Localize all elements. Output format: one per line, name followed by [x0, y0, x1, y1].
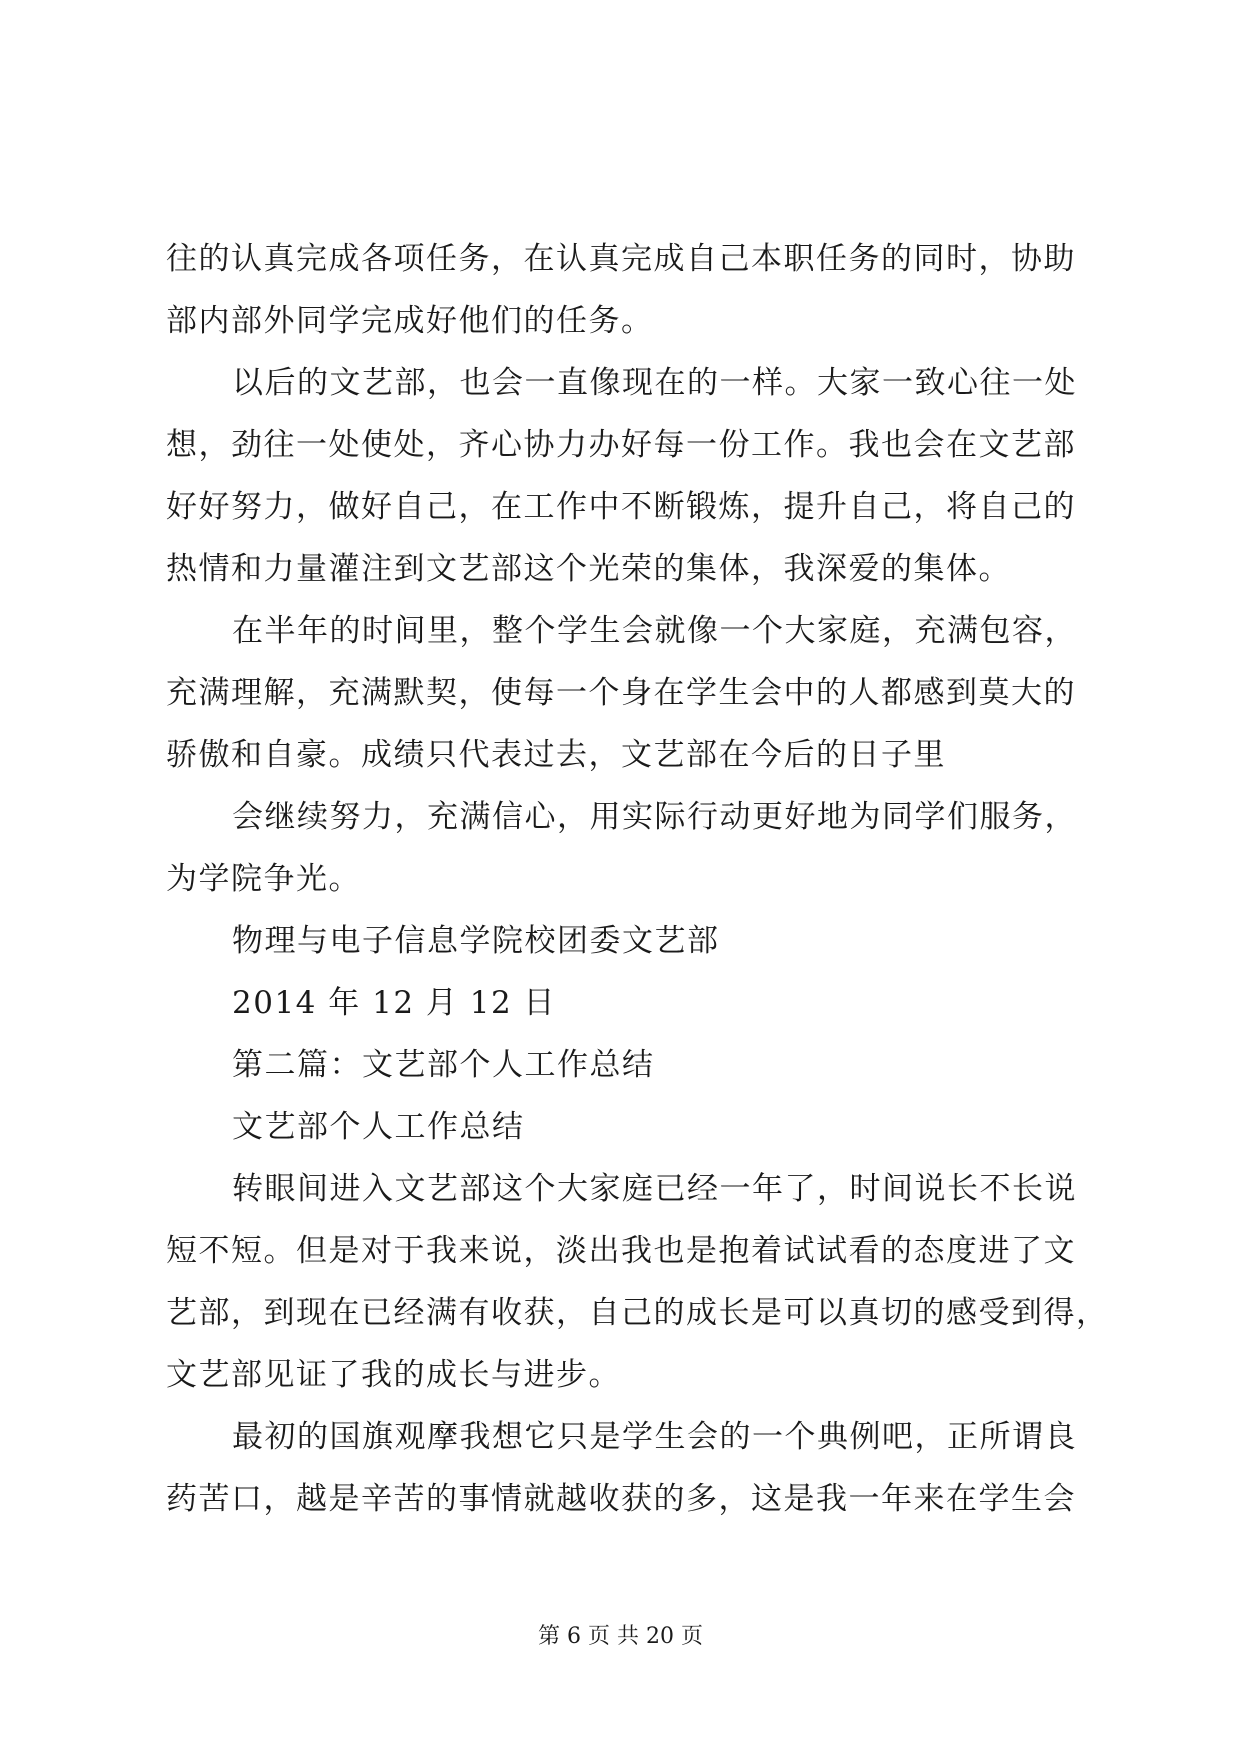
text-line: 短不短。但是对于我来说，淡出我也是抱着试试看的态度进了文	[166, 1233, 1076, 1269]
text-line: 转眼间进入文艺部这个大家庭已经一年了，时间说长不长说	[232, 1171, 1077, 1207]
text-line: 第二篇：文艺部个人工作总结	[232, 1047, 655, 1083]
paragraph	[166, 228, 1082, 352]
paragraph	[166, 600, 1082, 786]
paragraph	[166, 786, 1082, 910]
text-line: 好好努力，做好自己，在工作中不断锻炼，提升自己，将自己的	[166, 489, 1076, 525]
paragraph	[166, 1406, 1082, 1530]
paragraph	[166, 1034, 1082, 1096]
text-line: 药苦口，越是辛苦的事情就越收获的多，这是我一年来在学生会	[166, 1481, 1076, 1517]
text-line: 会继续努力，充满信心，用实际行动更好地为同学们服务，	[232, 799, 1077, 835]
text-line: 热情和力量灌注到文艺部这个光荣的集体，我深爱的集体。	[166, 551, 1011, 587]
text-line: 充满理解，充满默契，使每一个身在学生会中的人都感到莫大的	[166, 675, 1076, 711]
text-line: 艺部，到现在已经满有收获，自己的成长是可以真切的感受到得，	[166, 1295, 1109, 1331]
text-line: 以后的文艺部，也会一直像现在的一样。大家一致心往一处	[232, 365, 1077, 401]
text-line: 部内部外同学完成好他们的任务。	[166, 303, 654, 339]
page-footer: 第 6 页 共 20 页	[538, 1624, 703, 1649]
text-line: 在半年的时间里，整个学生会就像一个大家庭，充满包容，	[232, 613, 1077, 649]
paragraph	[166, 1158, 1109, 1406]
text-line: 往的认真完成各项任务，在认真完成自己本职任务的同时，协助	[166, 241, 1076, 277]
text-line: 骄傲和自豪。成绩只代表过去，文艺部在今后的日子里	[166, 737, 946, 773]
text-line: 想，劲往一处使处，齐心协力办好每一份工作。我也会在文艺部	[166, 427, 1076, 463]
text-line: 为学院争光。	[166, 861, 361, 897]
text-line: 最初的国旗观摩我想它只是学生会的一个典例吧，正所谓良	[232, 1419, 1077, 1455]
paragraph	[166, 910, 1082, 972]
text-line: 文艺部见证了我的成长与进步。	[166, 1357, 621, 1393]
text-line: 文艺部个人工作总结	[232, 1109, 525, 1145]
paragraph	[166, 352, 1082, 600]
document-body	[166, 228, 1109, 1530]
text-line: 物理与电子信息学院校团委文艺部	[232, 923, 720, 959]
paragraph	[166, 1096, 1082, 1158]
text-line: 2014 年 12 月 12 日	[232, 985, 557, 1021]
paragraph	[166, 972, 1082, 1034]
